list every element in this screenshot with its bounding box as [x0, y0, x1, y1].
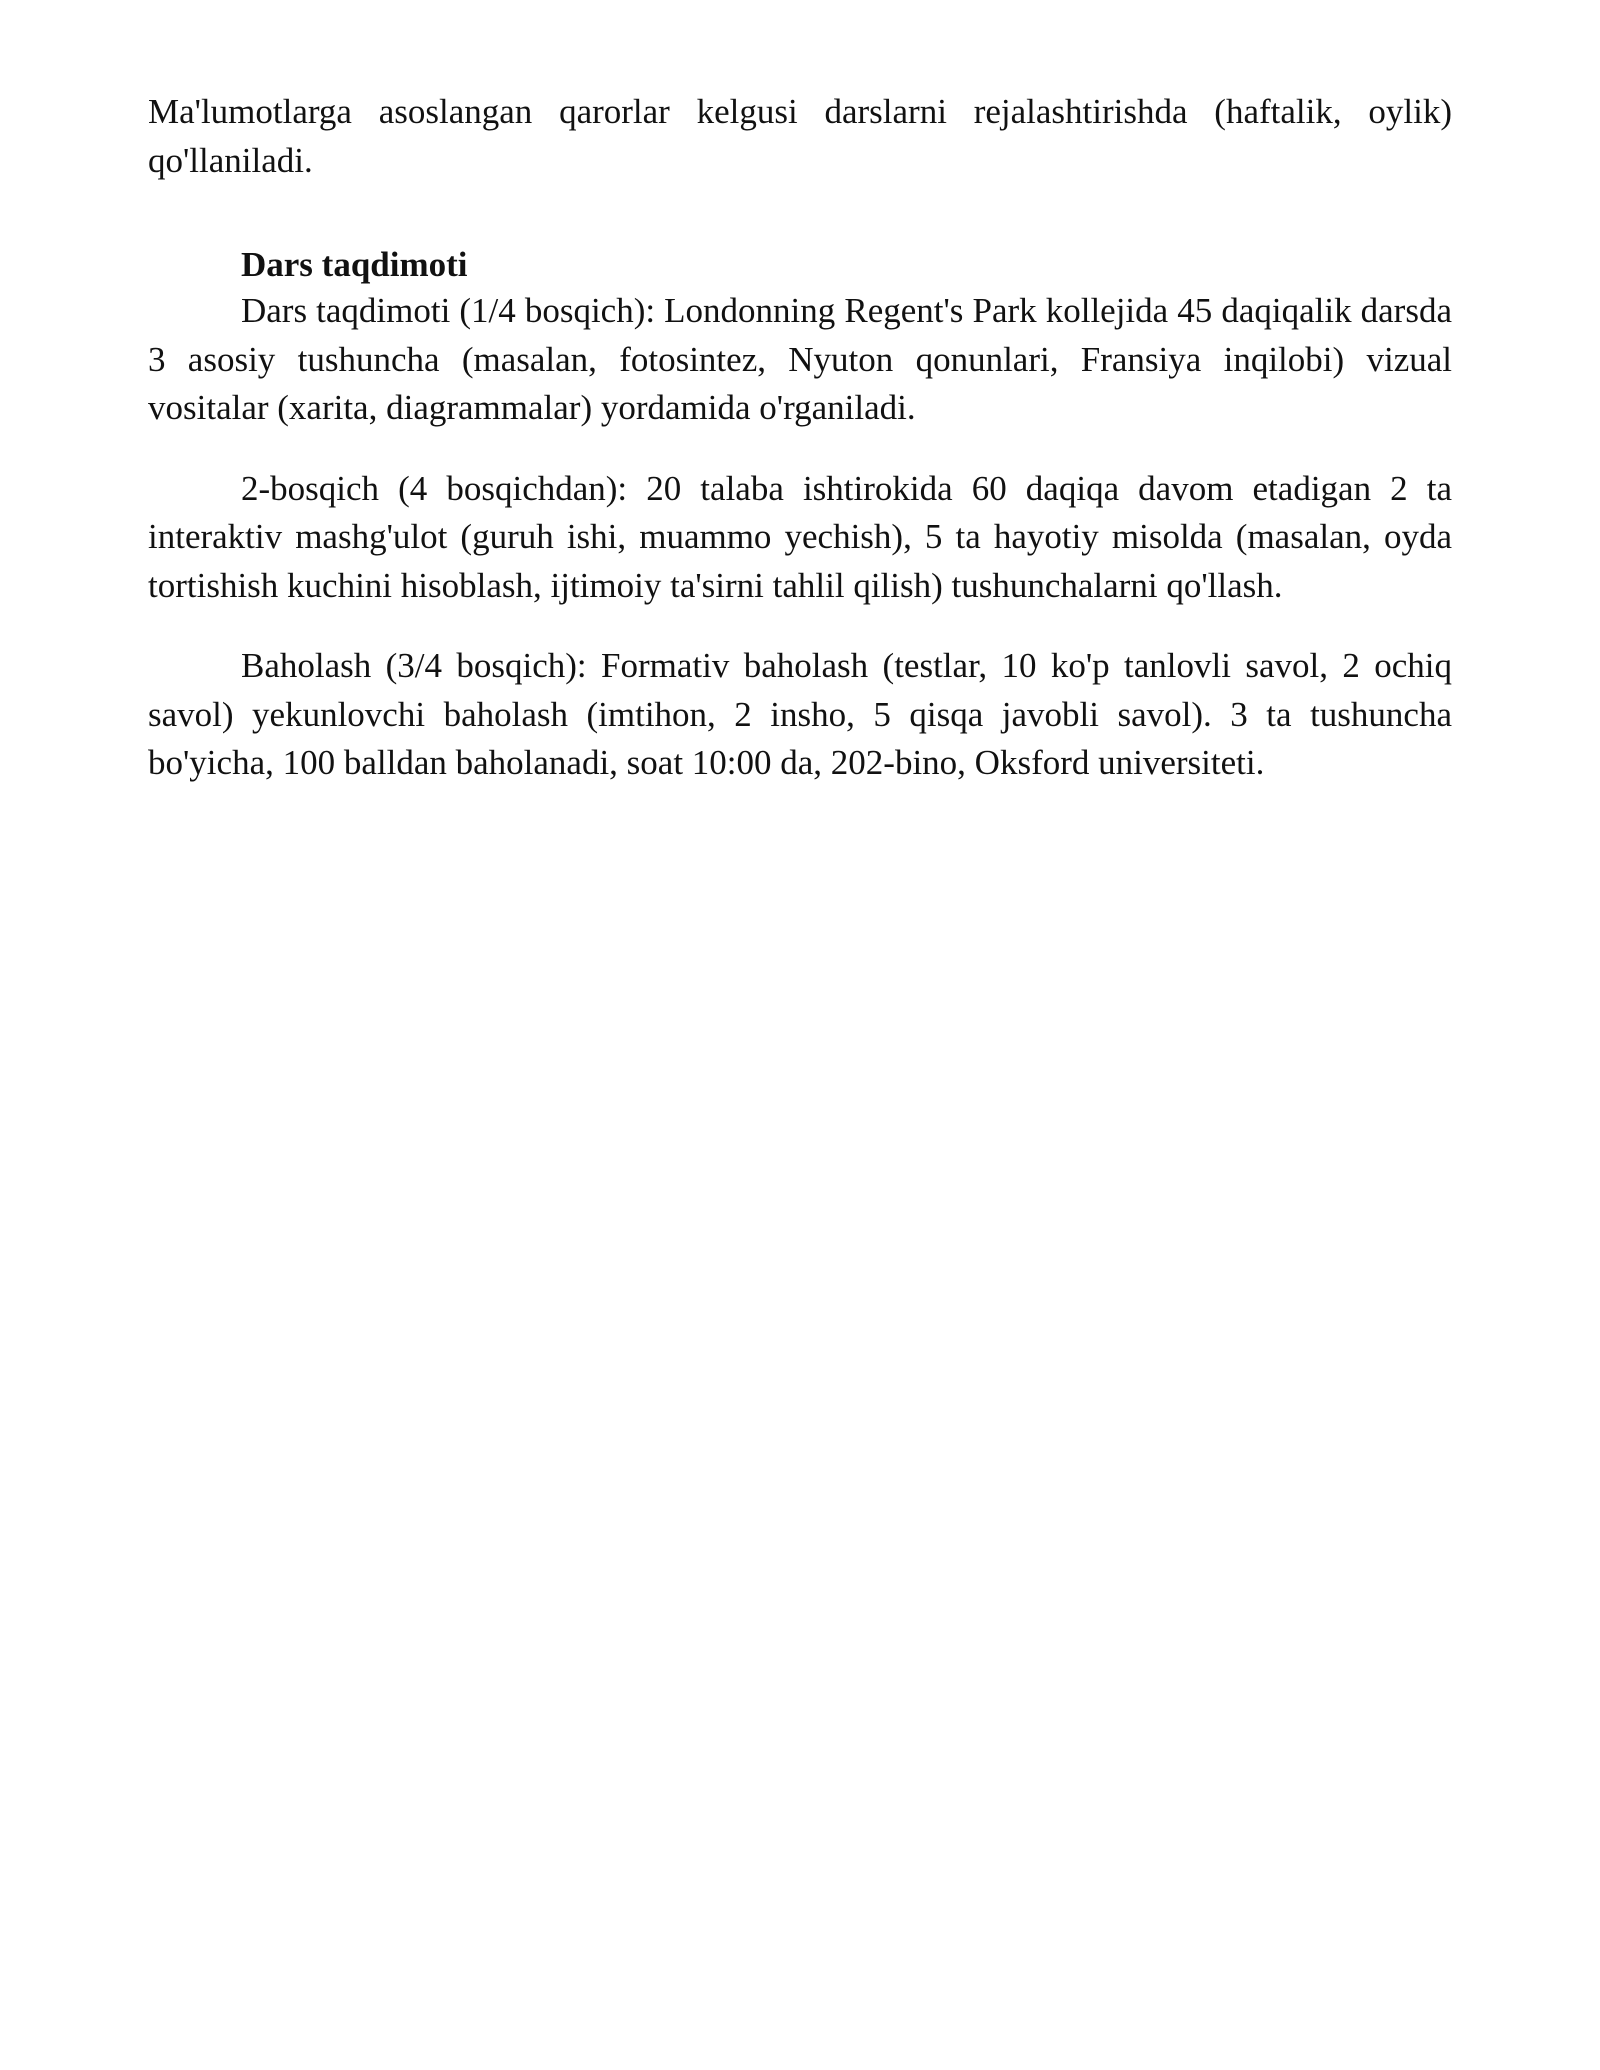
page-content — [148, 88, 1452, 788]
paragraph-lesson-presentation: Dars taqdimoti (1/4 bosqich): Londonning Regent's Park kollejida 45 daqiqalik darsda 3 asosiy tushuncha (masalan, fotosintez, Nyuton qonunlari, Fransiya inqilobi) vizual vositalar (xarita, diagrammalar) yordamida o'rganiladi. — [148, 291, 1452, 427]
paragraph-assessment: Baholash (3/4 bosqich): Formativ baholash (testlar, 10 ko'p tanlovli savol, 2 ochiq savol) yekunlovchi baholash (imtihon, 2 insho, 5 qisqa javobli savol). 3 ta tushuncha bo'yicha, 100 balldan baholanadi, soat 10:00 da, 202-bino, Oksford universiteti. — [148, 646, 1452, 782]
paragraph-stage-two: 2-bosqich (4 bosqichdan): 20 talaba ishtirokida 60 daqiqa davom etadigan 2 ta interaktiv mashg'ulot (guruh ishi, muammo yechish), 5 ta hayotiy misolda (masalan, oyda tortishish kuchini hisoblash, ijtimoiy ta'sirni tahlil qilish) tushunchalarni qo'llash. — [148, 468, 1452, 605]
intro-paragraph: Ma'lumotlarga asoslangan qarorlar kelgusi darslarni rejalashtirishda (haftalik, oylik) qo'llaniladi. — [148, 92, 1452, 180]
section-heading: Dars taqdimoti — [241, 245, 468, 284]
